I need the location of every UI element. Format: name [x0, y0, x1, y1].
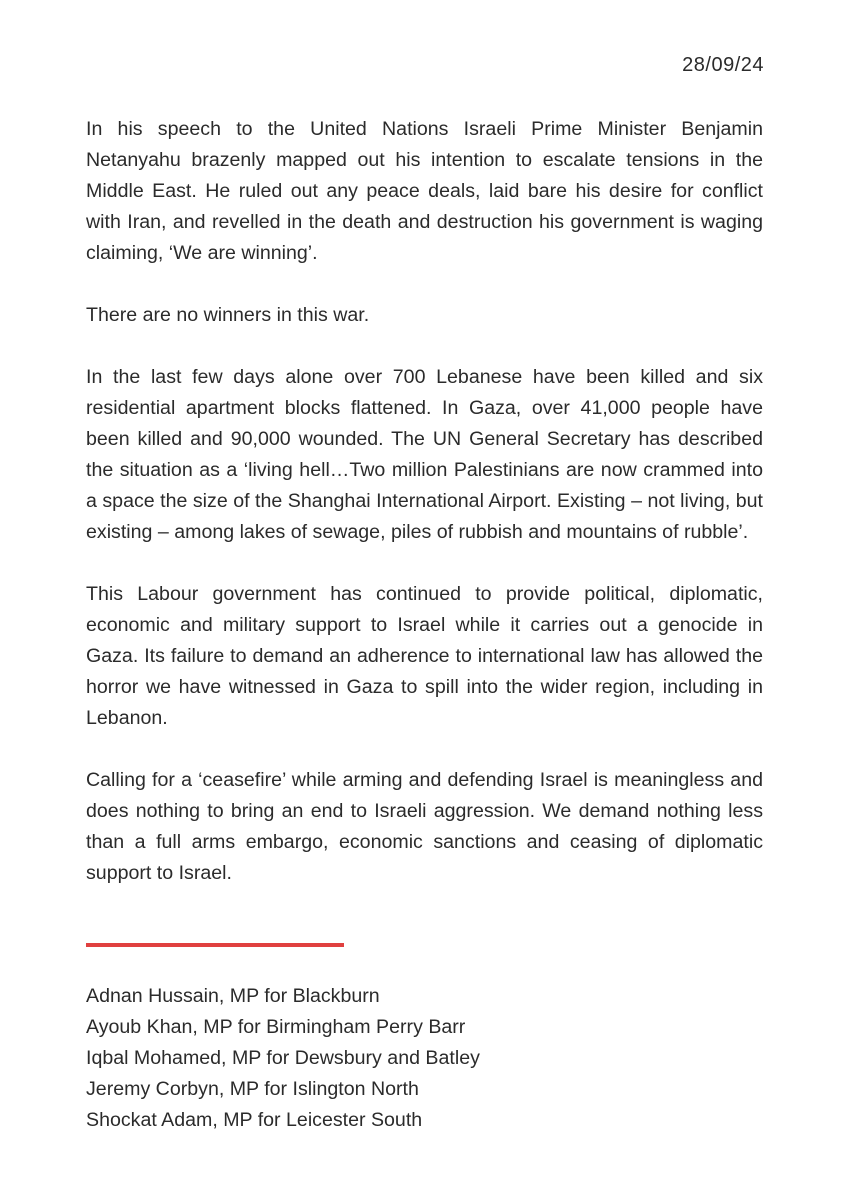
- statement-body: [86, 114, 763, 889]
- red-divider: [86, 943, 344, 947]
- paragraph-government: This Labour government has continued to provide political, diplomatic, economic and military support to Israel while it carries out a genocide in Gaza. Its failure to demand an adherence to international law has allowed the horror we have witnessed in Gaza to spill into the wider region, including in Lebanon.: [86, 583, 763, 729]
- paragraph-casualties: In the last few days alone over 700 Lebanese have been killed and six residential apartment blocks flattened. In Gaza, over 41,000 people have been killed and 90,000 wounded. The UN General Secretary has described the situation as a ‘living hell…Two million Palestinians are now crammed into a space the size of the Shanghai International Airport. Existing – not living, but existing – among lakes of sewage, piles of rubbish and mountains of rubble’.: [86, 366, 763, 543]
- paragraph-demands: Calling for a ‘ceasefire’ while arming and defending Israel is meaningless and does nothing to bring an end to Israeli aggression. We demand nothing less than a full arms embargo, economic sanctions and ceasing of diplomatic support to Israel.: [86, 769, 763, 884]
- signatory: Adnan Hussain, MP for Blackburn: [86, 985, 380, 1007]
- signatory: Jeremy Corbyn, MP for Islington North: [86, 1078, 419, 1100]
- statement-date: 28/09/24: [682, 54, 764, 76]
- signatory: Iqbal Mohamed, MP for Dewsbury and Batley: [86, 1047, 480, 1069]
- signatory-list: [86, 981, 480, 1136]
- signatory: Shockat Adam, MP for Leicester South: [86, 1109, 423, 1131]
- paragraph-no-winners: There are no winners in this war.: [86, 304, 370, 326]
- paragraph-speech: In his speech to the United Nations Israeli Prime Minister Benjamin Netanyahu brazenly mapped out his intention to escalate tensions in the Middle East. He ruled out any peace deals, laid bare his desire for conflict with Iran, and revelled in the death and destruction his government is waging claiming, ‘We are winning’.: [86, 118, 763, 264]
- signatory: Ayoub Khan, MP for Birmingham Perry Barr: [86, 1016, 466, 1038]
